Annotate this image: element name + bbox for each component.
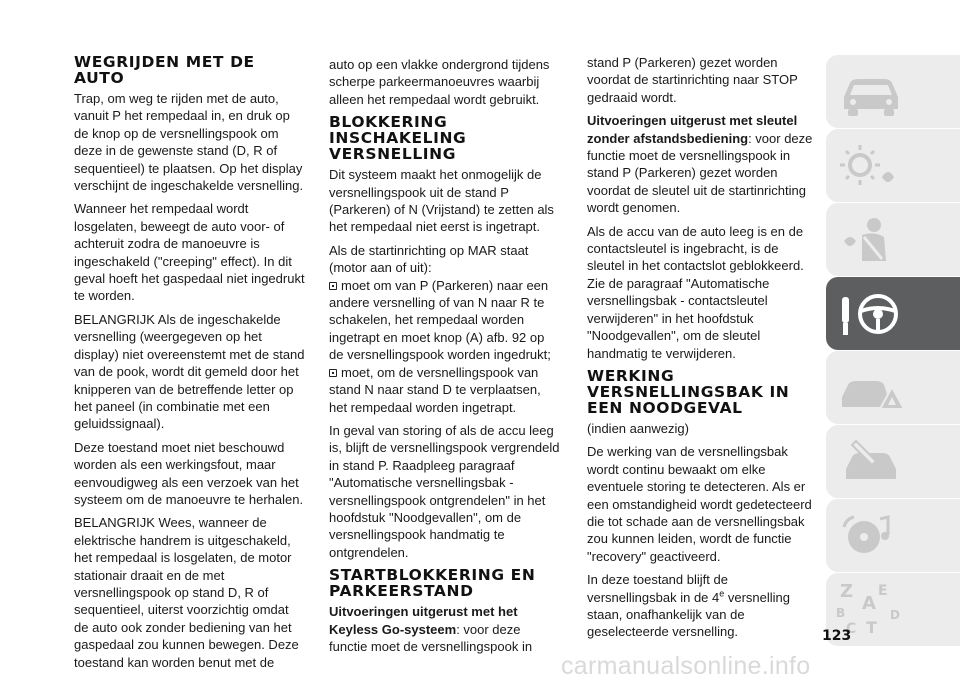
text-column-1 [74, 54, 306, 677]
subheading: Uitvoeringen uitgerust met het Keyless Go-systeem [329, 604, 518, 637]
paragraph: Trap, om weg te rijden met de auto, vanuit P het rempedaal in, en druk op de knop op de versnellingspook om deze in de gewenste stand (D, R of sequentieel) te plaatsen. Op het display verschijnt de ingeschakelde versnelling. [74, 91, 304, 194]
cd-music-nav-icon [836, 507, 906, 565]
text-column-2 [329, 56, 561, 661]
tab-warning-lights[interactable] [826, 129, 960, 202]
section-heading-driving: WEGRIJDEN MET DE AUTO [74, 53, 255, 87]
tab-emergency[interactable] [826, 351, 960, 424]
car-dashboard-icon [836, 63, 906, 121]
paragraph: Uitvoeringen uitgerust met sleutel zonder afstandsbediening: voor deze functie moet de versnellingspook in stand P (Parkeren) gezet worden voordat de sleutel uit de startinrichting wordt genomen. [587, 113, 813, 216]
paragraph: BELANGRIJK Wees, wanneer de elektrische handrem is uitgeschakeld, het rempedaal is losgelaten, de motor stationair draait en de met versnellingspook op stand D, R of sequentieel, uiterst voorzichtig omdat de auto ook zonder bediening van het gaspedaal zou kunnen bewegen. Deze toestand kan worden benut met de [74, 515, 299, 670]
paragraph: BELANGRIJK Als de ingeschakelde versnelling (weergegeven op het display) niet overeenstemt met de stand van de pook, wordt dit gemeld door het knipperen van de betreffende letter op het paneel (in combinatie met een geluidssignaal). [74, 311, 305, 432]
text-column-3 [587, 54, 819, 647]
section-heading-start-lock: STARTBLOKKERING EN PARKEERSTAND [329, 566, 536, 601]
tab-multimedia[interactable] [826, 499, 960, 572]
paragraph: Als de accu van de auto leeg is en de contactsleutel is ingebracht, is de sleutel in het contactslot geblokkeerd. Zie de paragraaf "Automatische versnellingsbak - contactsleutel verwijderen" in het hoofdstuk "Noodgevallen", om de sleutel handmatig te verwijderen. [587, 223, 804, 361]
wrench-car-icon [836, 433, 906, 491]
paragraph: Wanneer het rempedaal wordt losgelaten, beweegt de auto voor- of achteruit zodra de manoeuvre is ingeschakeld ("creeping" effect). In dit geval hoeft het gaspedaal niet ingedrukt te worden. [74, 201, 305, 304]
paragraph: Uitvoeringen uitgerust met het Keyless Go-systeem: voor deze functie moet de versnellingspook in [329, 604, 533, 654]
index-letter: C [846, 621, 857, 637]
emergency-triangle-car-icon [836, 359, 906, 417]
index-letter: D [890, 608, 900, 622]
warning-lights-icon [836, 137, 906, 195]
paragraph: Deze toestand moet niet beschouwd worden als een werkingsfout, maar eenvoudigweg als een verzoek van het systeem om de manoeuvre te herhalen. [74, 439, 304, 507]
page-number: 123 [822, 628, 852, 644]
bullet-item: moet, om de versnellingspook van stand N naar stand D te verplaatsen, het rempedaal worden ingetrapt. [329, 364, 541, 415]
paragraph: stand P (Parkeren) gezet worden voordat de startinrichting naar STOP gedraaid wordt. [587, 55, 798, 105]
tab-dashboard[interactable] [826, 55, 960, 128]
seatbelt-airbag-icon [836, 211, 906, 269]
index-letter: E [878, 583, 888, 599]
index-letter: A [862, 593, 876, 614]
bullet-item: moet om van P (Parkeren) naar een andere versnelling of van N naar R te schakelen, het rempedaal worden ingetrapt en moet knop (A) afb. 92 op de versnellingspook worden ingedrukt; [329, 277, 551, 363]
index-letter: Z [840, 581, 854, 602]
paragraph: auto op een vlakke ondergrond tijdens scherpe parkeermanoeuvres waarbij alleen het rempedaal wordt gebruikt. [329, 57, 550, 107]
paragraph: Als de startinrichting op MAR staat (motor aan of uit): [329, 242, 529, 276]
tab-safety[interactable] [826, 203, 960, 276]
index-letter: T [866, 618, 877, 637]
tab-starting-driving[interactable] [826, 277, 960, 350]
subheading: Uitvoeringen uitgerust met sleutel zonder afstandsbediening [587, 113, 798, 146]
bullet-icon [329, 282, 337, 290]
index-letter: B [836, 606, 846, 620]
tab-maintenance[interactable] [826, 425, 960, 498]
paragraph: In deze toestand blijft de versnellingsbak in de 4e versnelling staan, onafhankelijk van de geselecteerde versnelling. [587, 572, 791, 640]
paragraph: In geval van storing of als de accu leeg is, blijft de versnellingspook vergrendeld in stand P. Raadpleeg paragraaf "Automatische versnellingsbak - versnellingspook ontgrendelen" in het hoofdstuk "Noodgevallen", om de versnellingspook handmatig te ontgrendelen. [329, 422, 560, 560]
bullet-icon [329, 369, 337, 377]
paragraph: (indien aanwezig) [587, 420, 689, 436]
watermark: carmanualsonline.info [561, 652, 811, 680]
paragraph: De werking van de versnellingsbak wordt continu bewaakt om elke eventuele storing te detecteren. Als er een omstandigheid wordt gedetecteerd die tot schade aan de versnellingsbak zou kunnen leiden, wordt de functie "recovery" geactiveerd. [587, 444, 812, 564]
key-steering-wheel-icon [836, 285, 906, 343]
paragraph: Dit systeem maakt het onmogelijk de versnellingspook uit de stand P (Parkeren) of N (Vrijstand) te zetten als het rempedaal niet eerst is ingetrapt. [329, 167, 554, 235]
section-heading-gear-lock: BLOKKERING INSCHAKELING VERSNELLING [329, 113, 467, 164]
section-heading-emergency: WERKING VERSNELLINGSBAK IN EEN NOODGEVAL [587, 366, 790, 417]
